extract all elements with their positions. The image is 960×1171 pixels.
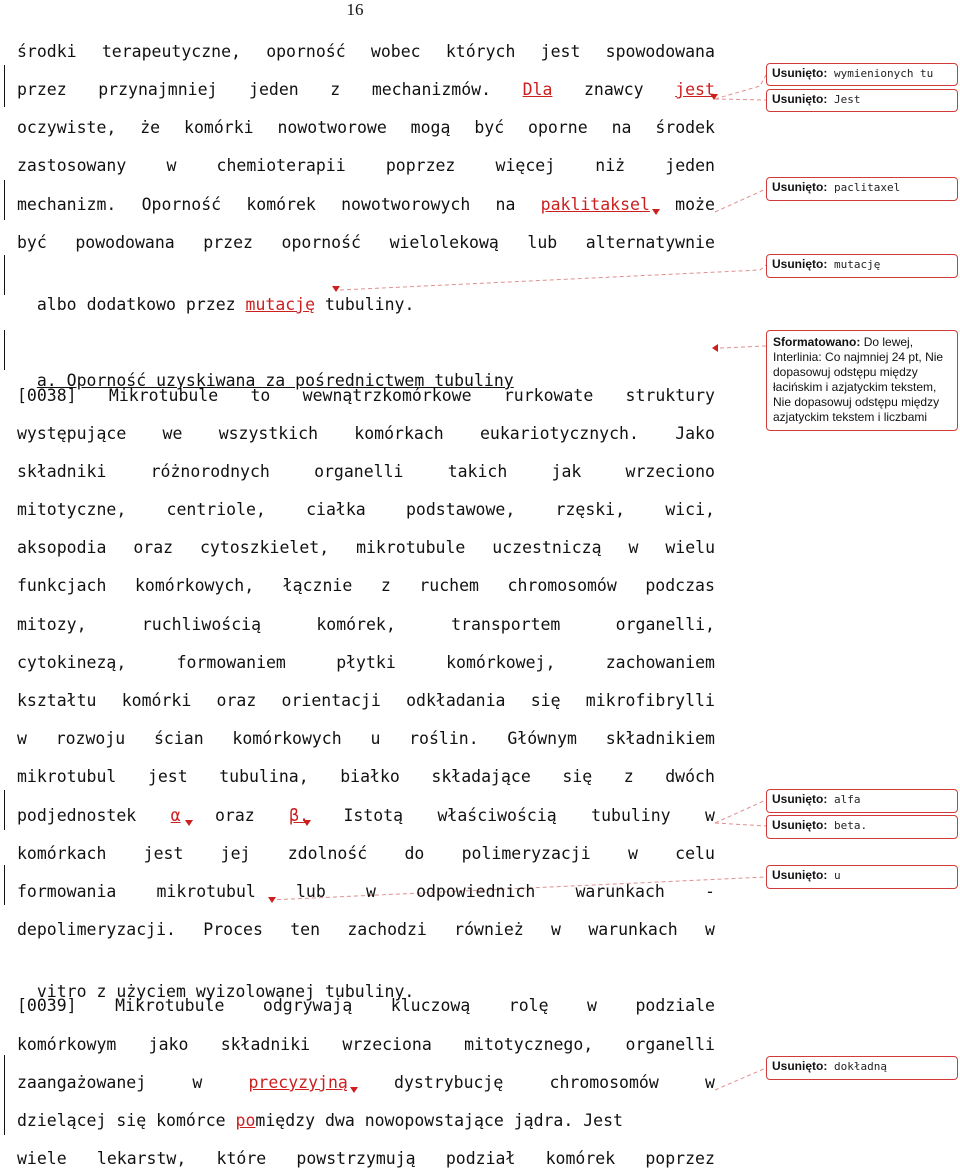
word: komórek, [316, 615, 396, 634]
word: mitozy, [17, 615, 87, 634]
word: poprzez [385, 156, 456, 175]
balloon-label: Usunięto: [772, 818, 828, 832]
balloon-value: Jest [833, 93, 861, 106]
word: środek [655, 118, 715, 137]
word: komórkowej, [446, 653, 556, 672]
text-line [17, 574, 715, 598]
leader-line [715, 189, 766, 212]
word: rozwoju [55, 729, 126, 748]
line-text: dzielącej się komórce [17, 1111, 236, 1130]
deletion-caret-icon [332, 286, 340, 292]
word: orientacji [281, 691, 381, 710]
inserted-text: β. [289, 806, 310, 825]
text-line [17, 536, 715, 560]
word: ciałka [306, 500, 366, 519]
inserted-text: α [170, 806, 181, 825]
balloon-label: Usunięto: [772, 792, 828, 806]
balloon-value: mutację [833, 258, 881, 271]
text-line [17, 689, 715, 713]
revision-balloon-deleted[interactable] [766, 177, 958, 201]
word: aksopodia [17, 538, 107, 557]
inserted-text: jest [675, 80, 715, 99]
text-line [17, 1071, 715, 1095]
word: składniki [17, 462, 107, 481]
leader-line [715, 823, 766, 826]
deletion-caret-icon [268, 897, 276, 903]
word: komórek [545, 1149, 616, 1168]
word: których [445, 42, 516, 61]
word: tubuliny [591, 806, 671, 825]
text-line [17, 193, 715, 217]
word: Mikrotubule [108, 386, 219, 405]
word: łącznie [282, 576, 353, 595]
text-line [17, 651, 715, 675]
word: składające [431, 767, 531, 786]
word: komórki [121, 691, 192, 710]
word: organelli [625, 1035, 715, 1054]
revision-balloon-deleted[interactable] [766, 789, 958, 813]
word: oraz [215, 806, 255, 825]
word: lub [296, 882, 326, 901]
text-line [17, 231, 715, 255]
word: zachowaniem [605, 653, 715, 672]
balloon-value: alfa [833, 793, 861, 806]
text-line [17, 154, 715, 178]
word: wielu [665, 538, 715, 557]
deletion-caret-icon [303, 820, 311, 826]
word: w [628, 538, 639, 557]
word: ruchem [419, 576, 479, 595]
leader-line [715, 75, 766, 99]
word: podział [445, 1149, 516, 1168]
word: spowodowana [605, 42, 715, 61]
word: w [705, 1073, 715, 1092]
inserted-text: precyzyjną [248, 1073, 348, 1092]
word: zachodzi [347, 920, 427, 939]
balloon-label: Usunięto: [772, 257, 828, 271]
word: jest [147, 767, 188, 786]
word: Jako [675, 424, 715, 443]
word: polimeryzacji [461, 844, 591, 863]
word: jako [148, 1035, 189, 1054]
word: kluczową [390, 996, 471, 1015]
change-bar [4, 330, 5, 370]
word: jeden [665, 156, 715, 175]
word: organelli [314, 462, 404, 481]
word: Mikrotubule [115, 996, 225, 1015]
word: oporność [281, 233, 361, 252]
inserted-text: mutację [245, 295, 316, 314]
revision-balloon-deleted[interactable] [766, 865, 958, 889]
word: centriole, [166, 500, 266, 519]
word: uczestniczą [492, 538, 602, 557]
word: mechanizm. [17, 195, 117, 214]
format-change-marker-icon [712, 344, 718, 352]
leader-line [715, 1068, 766, 1090]
inserted-text: po [235, 1111, 256, 1130]
word: wobec [370, 42, 421, 61]
word: kształtu [17, 691, 97, 710]
word: odpowiednich [416, 882, 536, 901]
word: że [140, 118, 161, 137]
word: oraz [216, 691, 257, 710]
word: różnorodnych [150, 462, 270, 481]
word: formowaniem [176, 653, 286, 672]
text-line [17, 1109, 715, 1133]
change-bar [4, 865, 5, 905]
word: mikrotubul [17, 767, 117, 786]
word: komórek [246, 195, 316, 214]
word: przez [203, 233, 253, 252]
word: wrzeciono [625, 462, 715, 481]
text-line [17, 727, 715, 751]
word: jeden [249, 80, 299, 99]
balloon-label: Usunięto: [772, 92, 828, 106]
balloon-label: Usunięto: [772, 868, 828, 882]
word: występujące [17, 424, 127, 443]
balloon-label: Sformatowano: [773, 335, 861, 349]
word: białko [340, 767, 400, 786]
word: chromosomów [507, 576, 617, 595]
deletion-caret-icon [710, 94, 718, 100]
word: przez [17, 80, 67, 99]
word: z [330, 80, 341, 99]
text-line [17, 40, 715, 64]
change-bar [4, 255, 5, 295]
text-line [17, 842, 715, 866]
word: w [551, 920, 561, 939]
text-line [17, 78, 715, 102]
word: które [216, 1149, 267, 1168]
word: jest [143, 844, 184, 863]
paragraph-number: [0039] [17, 996, 77, 1015]
word: mechanizmów. [371, 80, 492, 99]
word: mikrofibrylli [585, 691, 715, 710]
text-line [17, 460, 715, 484]
word: rzęski, [555, 500, 626, 519]
word: ten [290, 920, 321, 939]
word: wiele [17, 1149, 67, 1168]
word: to [250, 386, 271, 405]
word: się [530, 691, 561, 710]
change-bar [4, 65, 5, 107]
word: mikrotubul [156, 882, 256, 901]
page-number: 16 [346, 0, 364, 19]
text-line [17, 1033, 715, 1057]
text-line [17, 765, 715, 789]
revision-balloon-deleted[interactable] [766, 1056, 958, 1080]
word: struktury [625, 386, 715, 405]
word: lub [527, 233, 558, 252]
word: Oporność [141, 195, 222, 214]
word: jak [551, 462, 582, 481]
word: w [192, 1073, 203, 1092]
word: komórkowym [17, 1035, 117, 1054]
text-line [17, 804, 715, 828]
word: formowania [17, 882, 117, 901]
word: znawcy [584, 80, 644, 99]
word: eukariotycznych. [479, 424, 639, 443]
word: podczas [645, 576, 715, 595]
word: składnikiem [605, 729, 715, 748]
revision-balloon-deleted[interactable] [766, 815, 958, 839]
balloon-value: dokładną [833, 1060, 887, 1073]
word: się [562, 767, 593, 786]
word: również [454, 920, 524, 939]
word: powodowana [75, 233, 175, 252]
revision-balloon-formatted[interactable] [766, 330, 958, 431]
word: w [17, 729, 27, 748]
word: mogą [410, 118, 451, 137]
balloon-label: Usunięto: [772, 1059, 828, 1073]
text-line [17, 269, 715, 314]
balloon-value: wymienionych tu [833, 67, 934, 80]
inserted-text: paklitaksel [540, 195, 650, 214]
word: lekarstw, [96, 1149, 187, 1168]
word: organelli, [615, 615, 715, 634]
word: w [705, 806, 715, 825]
word: z [380, 576, 391, 595]
word: transportem [451, 615, 561, 634]
word: komórkowych, [134, 576, 255, 595]
word: wielolekową [389, 233, 499, 252]
section-heading [17, 345, 715, 390]
word: wewnątrzkomórkowe [302, 386, 472, 405]
word: mitotyczne, [17, 500, 127, 519]
word: wrzeciona [342, 1035, 432, 1054]
word: dodatkowo [86, 295, 176, 314]
word: mitotycznego, [464, 1035, 594, 1054]
word: podziale [635, 996, 715, 1015]
leader-line [715, 99, 766, 100]
word: tubuliny. [325, 295, 415, 314]
word: oporne [528, 118, 588, 137]
text-line [17, 498, 715, 522]
word: terapeutyczne, [101, 42, 241, 61]
text-line [17, 918, 715, 942]
text-line [17, 422, 715, 446]
change-bar [4, 790, 5, 830]
line-text: między dwa nowopowstające jądra. Jest [255, 1111, 623, 1130]
word: do [404, 844, 425, 863]
word: dwóch [665, 767, 715, 786]
word: depolimeryzacji. [17, 920, 176, 939]
word: alternatywnie [585, 233, 715, 252]
word: albo [36, 295, 77, 314]
deletion-caret-icon [185, 820, 193, 826]
word: funkcjach [17, 576, 107, 595]
word: przez [185, 295, 236, 314]
word: na [611, 118, 632, 137]
word: Głównym [507, 729, 577, 748]
word: składniki [220, 1035, 311, 1054]
revision-balloon-deleted[interactable] [766, 89, 958, 112]
word: cytoszkielet, [200, 538, 330, 557]
balloon-value: u [833, 869, 841, 882]
word: komórkowych [232, 729, 342, 748]
word: jej [220, 844, 251, 863]
word: poprzez [645, 1149, 715, 1168]
change-bar [4, 1055, 5, 1135]
word: warunkach [575, 882, 665, 901]
word: celu [675, 844, 715, 863]
word: z [623, 767, 634, 786]
word: chromosomów [549, 1073, 659, 1092]
text-line [17, 880, 715, 904]
line-text: vitro z użyciem wyizolowanej tubuliny. [36, 982, 415, 1001]
word: w [166, 156, 177, 175]
word: komórkach [354, 424, 444, 443]
word: Istotą [343, 806, 404, 825]
word: ruchliwością [141, 615, 262, 634]
word: w [365, 882, 376, 901]
text-line [17, 613, 715, 637]
word: płytki [336, 653, 396, 672]
word: jest [540, 42, 581, 61]
word: w [587, 996, 597, 1015]
text-line [17, 956, 715, 1001]
text-line [17, 994, 715, 1018]
balloon-label: Usunięto: [772, 66, 828, 80]
word: powstrzymują [296, 1149, 416, 1168]
word: w [627, 844, 638, 863]
word: przynajmniej [98, 80, 218, 99]
paragraph-number: [0038] [17, 386, 77, 405]
word: odgrywają [262, 996, 353, 1015]
word: mikrotubule [356, 538, 466, 557]
word: w [705, 920, 715, 939]
word: komórki [184, 118, 254, 137]
word: cytokinezą, [17, 653, 127, 672]
inserted-text: Dla [522, 80, 553, 99]
word: zaangażowanej [17, 1073, 147, 1092]
word: podstawowe, [405, 500, 516, 519]
word: odkładania [406, 691, 506, 710]
balloon-label: Usunięto: [772, 180, 828, 194]
deletion-caret-icon [652, 209, 660, 215]
word: ścian [153, 729, 204, 748]
word: dystrybucję [394, 1073, 504, 1092]
text-line [17, 384, 715, 408]
word: warunkach [588, 920, 678, 939]
word: oporność [266, 42, 346, 61]
word: zastosowany [17, 156, 127, 175]
word: u [370, 729, 381, 748]
revision-balloon-deleted[interactable] [766, 63, 958, 86]
word: we [162, 424, 183, 443]
word: środki [17, 42, 77, 61]
word: roślin. [409, 729, 479, 748]
balloon-value: beta. [833, 819, 868, 832]
word: wszystkich [218, 424, 319, 443]
word: nowotworowe [277, 118, 387, 137]
word: komórkach [17, 844, 107, 863]
word: oraz [133, 538, 174, 557]
word: oczywiste, [17, 118, 117, 137]
heading-text: a. Oporność uzyskiwana za pośrednictwem tubuliny [36, 371, 514, 390]
word: na [495, 195, 516, 214]
word: rurkowate [503, 386, 594, 405]
revision-balloon-deleted[interactable] [766, 254, 958, 278]
word: właściwością [437, 806, 557, 825]
deletion-caret-icon [350, 1087, 358, 1093]
leader-line [715, 800, 766, 823]
balloon-value: Do lewej, Interlinia: Co najmniej 24 pt, Nie dopasowuj odstępu między łacińskim i azjatyckim tekstem, Nie dopasowuj odstępu między azjatyckim tekstem i liczbami [773, 335, 944, 424]
word: zdolność [287, 844, 368, 863]
word: niż [595, 156, 626, 175]
word: podjednostek [17, 806, 137, 825]
word: być [474, 118, 505, 137]
word: wici, [665, 500, 715, 519]
word: więcej [495, 156, 556, 175]
balloon-value: paclitaxel [833, 181, 901, 194]
word: nowotworowych [341, 195, 471, 214]
change-bar [4, 180, 5, 220]
word: rolę [508, 996, 549, 1015]
leader-line [720, 346, 766, 348]
word: może [675, 195, 715, 214]
word: tubulina, [219, 767, 309, 786]
word: Proces [203, 920, 263, 939]
word: być [17, 233, 47, 252]
word: chemioterapii [216, 156, 346, 175]
word: - [705, 882, 715, 901]
word: takich [447, 462, 508, 481]
text-line [17, 1147, 715, 1171]
text-line [17, 116, 715, 140]
